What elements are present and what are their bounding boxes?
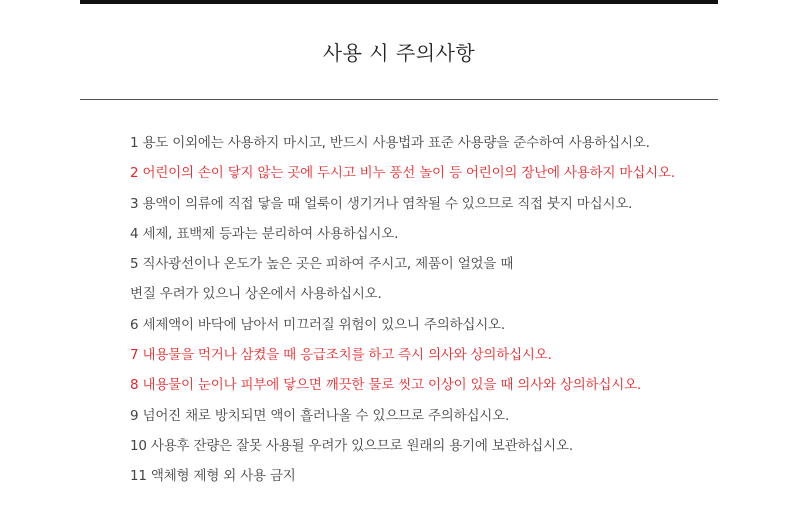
precaution-line: 9 넘어진 채로 방치되면 액이 흘러나올 수 있으므로 주의하십시오. <box>130 407 510 424</box>
precaution-line: 5 직사광선이나 온도가 높은 곳은 피하여 주시고, 제품이 얼었을 때 <box>130 256 514 273</box>
precaution-line: 11 액체형 제형 외 사용 금지 <box>130 468 296 485</box>
precaution-line: 1 용도 이외에는 사용하지 마시고, 반드시 사용법과 표준 사용량을 준수하여 사용하십시오. <box>130 135 650 151</box>
precaution-line: 3 용액이 의류에 직접 닿을 때 얼룩이 생기거나 염착될 수 있으므로 직접 붓지 마십시오. <box>130 195 633 212</box>
precaution-line: 4 세제, 표백제 등과는 분리하여 사용하십시오. <box>130 225 399 242</box>
precaution-line: 7 내용물을 먹거나 삼켰을 때 응급조치를 하고 즉시 의사와 상의하십시오. <box>130 347 552 364</box>
page-title: 사용 시 주의사항 <box>322 41 476 65</box>
top-divider <box>80 0 718 4</box>
precaution-line-continuation: 변질 우려가 있으니 상온에서 사용하십시오. <box>130 286 382 303</box>
title-divider <box>80 99 718 100</box>
precaution-line: 2 어린이의 손이 닿지 않는 곳에 두시고 비누 풍선 놀이 등 어린이의 장난에 사용하지 마십시오. <box>130 165 675 182</box>
precaution-line: 8 내용물이 눈이나 피부에 닿으면 깨끗한 물로 씻고 이상이 있을 때 의사와 상의하십시오. <box>130 377 642 394</box>
precaution-list <box>130 131 675 495</box>
precaution-line: 6 세제액이 바닥에 남아서 미끄러질 위험이 있으니 주의하십시오. <box>130 316 505 333</box>
precaution-line: 10 사용후 잔량은 잘못 사용될 우려가 있으므로 원래의 용기에 보관하십시오. <box>130 437 573 454</box>
